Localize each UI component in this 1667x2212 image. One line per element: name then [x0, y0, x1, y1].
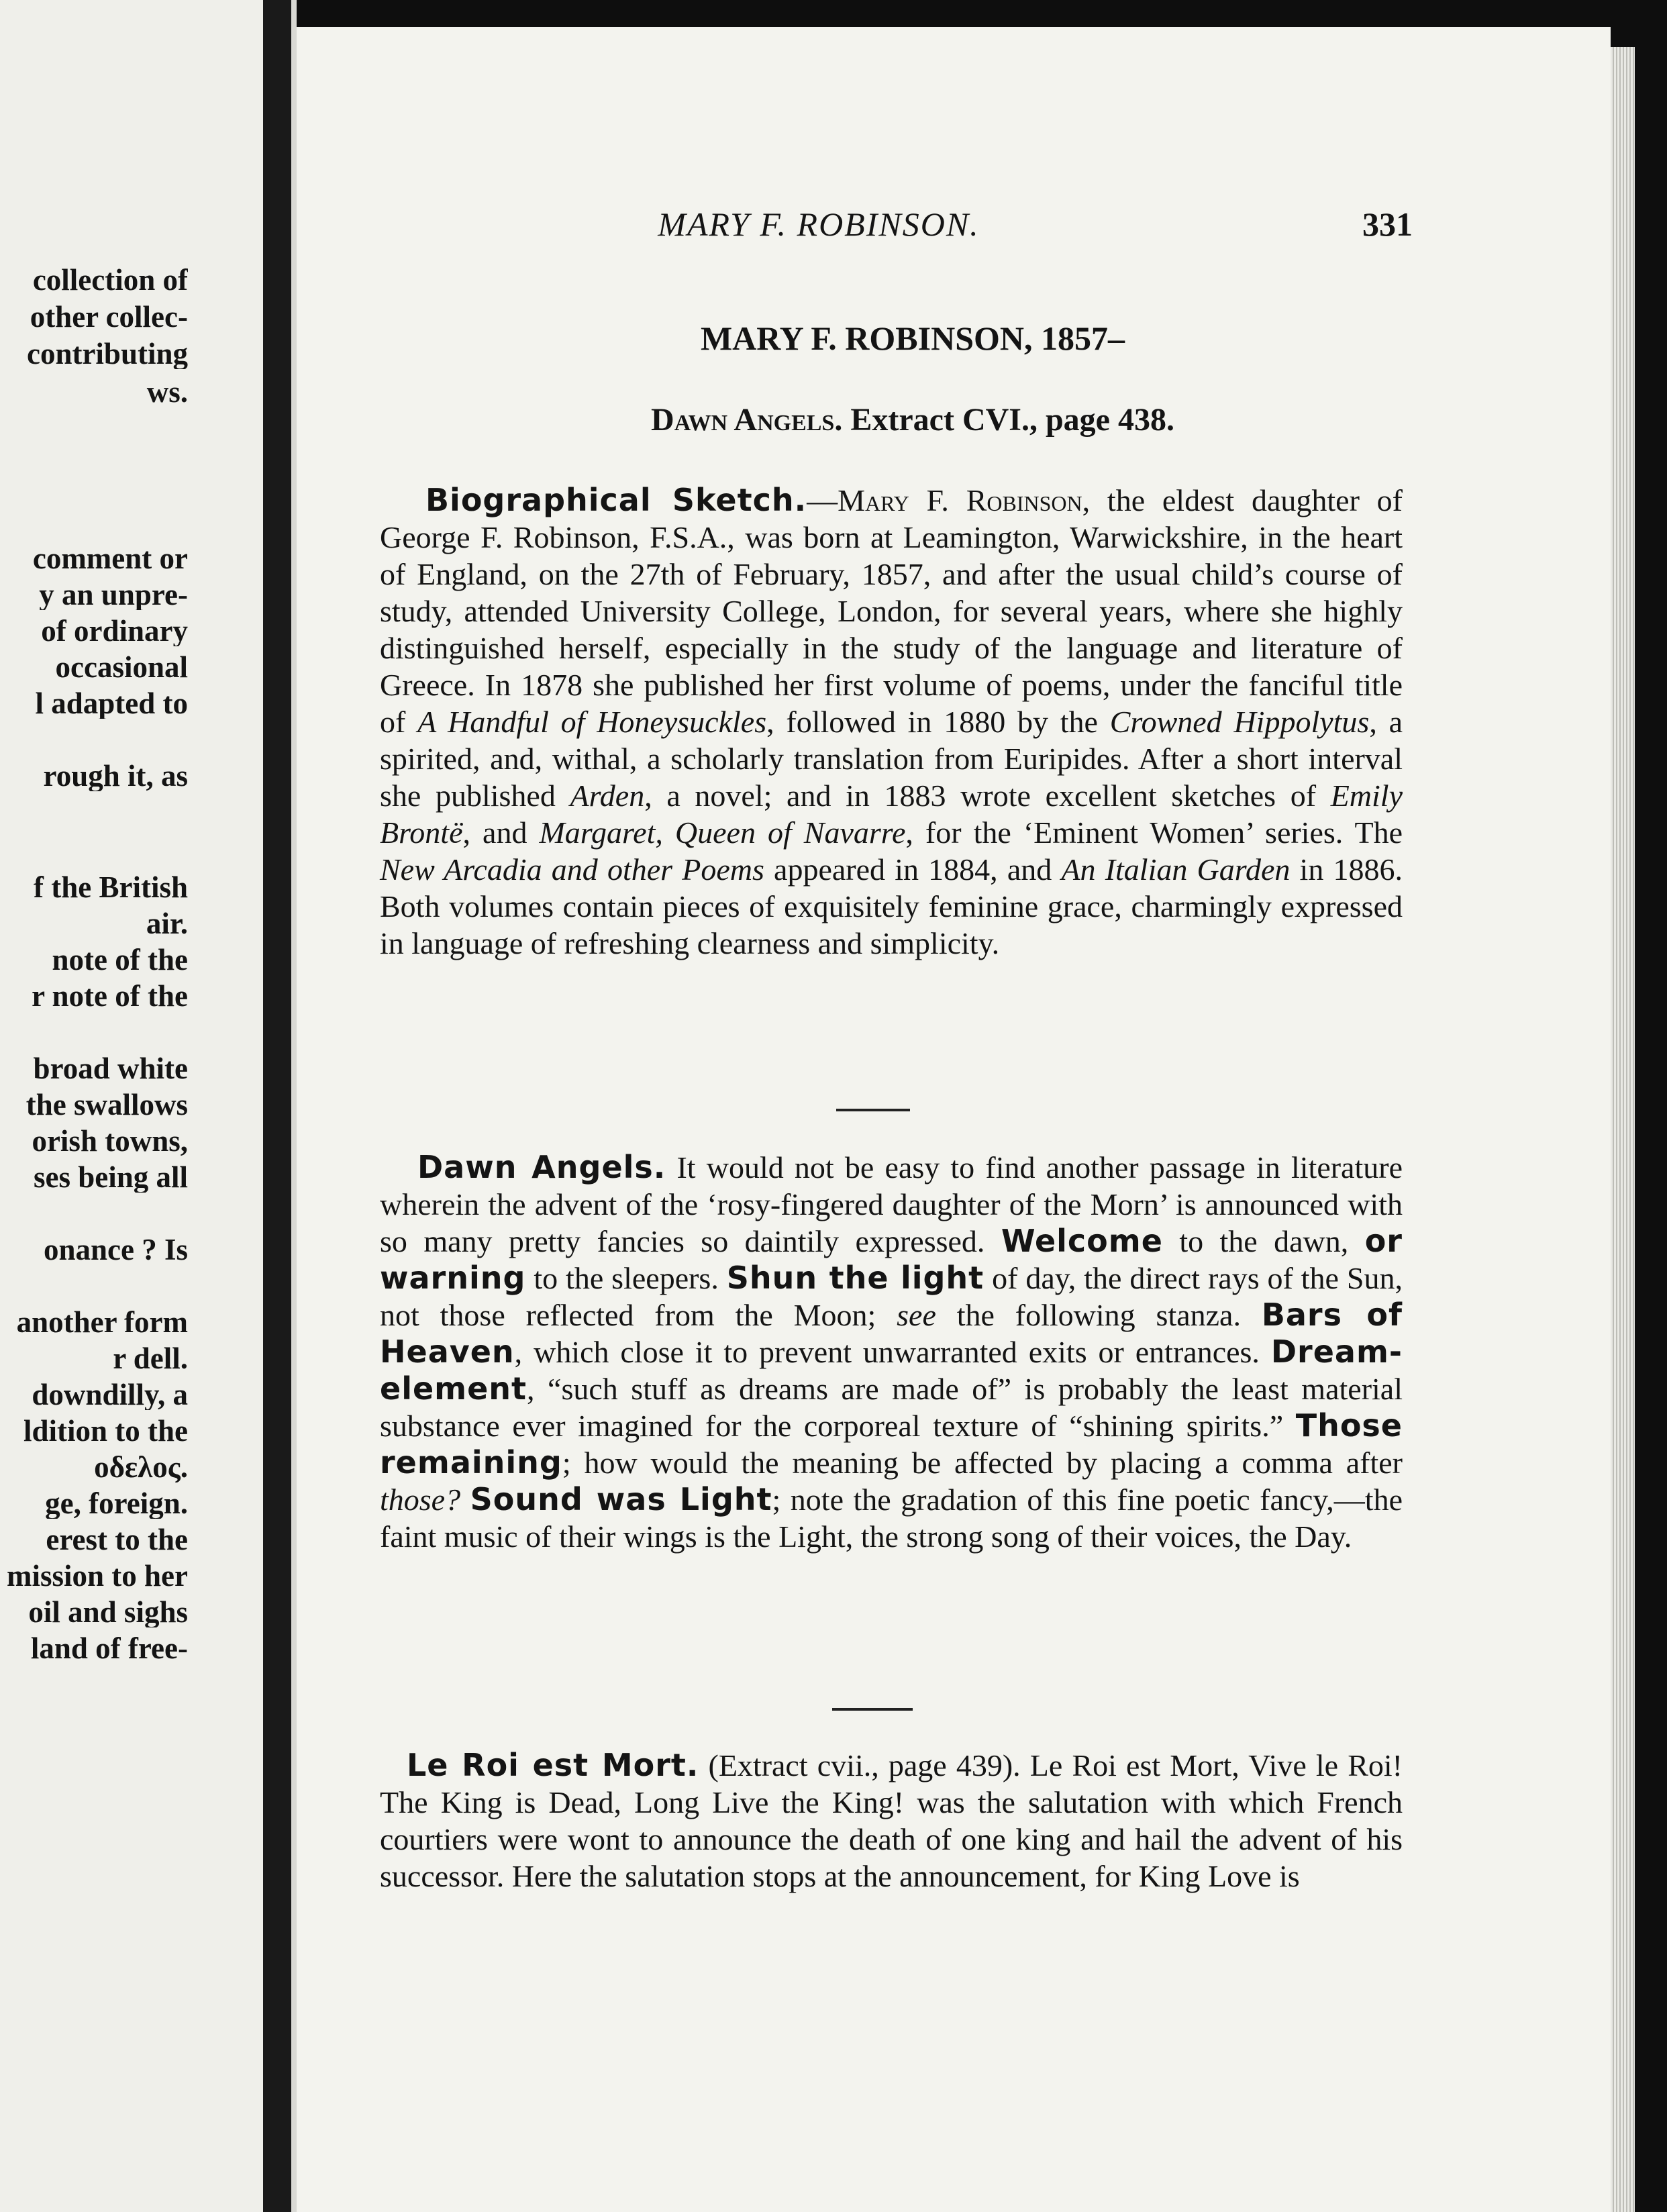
previous-page-line: y an unpre- — [39, 580, 188, 610]
dawn-term-sound: Sound was Light — [470, 1481, 772, 1517]
section-title: MARY F. ROBINSON, 1857– — [700, 319, 1125, 357]
bio-text-1: , the eldest daughter of George F. Robinson, F.S.A., was born at Leamington, Warwickshire, in the heart of England, on the 27th of February, 1857, and after the usual child’s course of study, attended University College, London, for several years, where she highly distinguished herself, especially in the study of the language and literature of Greece. In 1878 she published her first volume of poems, under the fanciful title of — [380, 483, 1403, 739]
previous-page-line: ses being all — [33, 1162, 188, 1193]
previous-page-line: downdilly, a — [32, 1380, 188, 1410]
dawn-heading: Dawn Angels. — [417, 1149, 666, 1185]
previous-page-line: ge, foreign. — [45, 1489, 188, 1519]
previous-page-line: the swallows — [26, 1090, 188, 1120]
previous-page-line: note of the — [52, 945, 188, 975]
dawn-term-welcome: Welcome — [1001, 1223, 1163, 1259]
bio-title-hippolytus: Crowned Hippolytus — [1109, 705, 1370, 739]
previous-page-line: ldition to the — [23, 1416, 188, 1446]
dawn-text-1: It would not be easy to find another passage in literature wherein the advent of the ‘rosy-fingered daughter of the Morn’ is announced with so many pretty fancies so daintily expressed. — [380, 1150, 1403, 1258]
previous-page-line: f the British — [34, 872, 188, 903]
previous-page-line: occasional — [55, 652, 188, 683]
dawn-text-3: to the sleepers. — [525, 1261, 727, 1295]
book-gutter — [263, 0, 291, 2212]
page-number: 331 — [1362, 205, 1413, 243]
previous-page-line: another form — [16, 1307, 188, 1338]
bio-text-8: in 1886. Both volumes contain pieces of exquisitely feminine grace, charmingly expressed in language of refreshing clearness and simplicity. — [380, 852, 1403, 960]
le-roi-paragraph — [380, 1747, 1403, 1895]
dawn-angels-paragraph — [380, 1149, 1403, 1555]
previous-page-line: r note of the — [32, 981, 188, 1011]
previous-page-line: contributing — [26, 339, 188, 369]
dawn-term-shun: Shun the light — [726, 1260, 984, 1296]
previous-page-line: ws. — [146, 377, 188, 407]
roi-heading: Le Roi est Mort. — [407, 1747, 699, 1783]
bio-text-5: , and — [462, 815, 540, 850]
dawn-term-bars: Bars of Heaven — [380, 1297, 1403, 1370]
bio-title-margaret: Margaret, Queen of Navarre — [539, 815, 906, 850]
dawn-text-8: ; how would the meaning be affected by placing a comma after — [562, 1446, 1403, 1480]
bio-heading: Biographical Sketch. — [425, 482, 807, 518]
bio-title-garden: An Italian Garden — [1061, 852, 1291, 887]
previous-page-line: r dell. — [113, 1344, 188, 1374]
dawn-text-9 — [460, 1482, 470, 1517]
previous-page-line: l adapted to — [35, 689, 188, 719]
previous-page-line: rough it, as — [43, 761, 188, 791]
bio-text-7: appeared in 1884, and — [764, 852, 1062, 887]
biographical-sketch-paragraph — [380, 482, 1403, 962]
dawn-text-7: , “such stuff as dreams are made of” is probably the least material substance ever imagined for the corporeal texture of “shining spirits.” — [380, 1372, 1403, 1443]
previous-page-line: comment or — [32, 544, 188, 574]
dawn-text-6: , which close it to prevent unwarranted exits or entrances. — [514, 1335, 1271, 1369]
previous-page-line: broad white — [33, 1054, 188, 1084]
section-divider — [836, 1109, 910, 1111]
bio-text-2: , followed in 1880 by the — [766, 705, 1110, 739]
previous-page-line: οδελος. — [94, 1452, 188, 1482]
dawn-text-10: ; note the gradation of this fine poetic fancy,—the faint music of their wings is the Light, the strong song of their voices, the Day. — [380, 1482, 1403, 1554]
section-subtitle — [376, 401, 1450, 438]
dawn-term-dream: Dream-element — [380, 1334, 1403, 1407]
running-head: MARY F. ROBINSON. — [658, 205, 980, 243]
previous-page-line: onance ? Is — [43, 1235, 188, 1265]
bio-title-handful: A Handful of Honeysuckles — [417, 705, 767, 739]
previous-page-line: of ordinary — [41, 616, 188, 646]
bio-name: Mary F. Robinson — [838, 483, 1082, 517]
bio-dash: — — [807, 483, 838, 517]
bio-title-arcadia: New Arcadia and other Poems — [380, 852, 764, 887]
section-divider-2 — [832, 1708, 913, 1711]
previous-page-line: air. — [146, 909, 188, 939]
previous-page-line: other collec- — [30, 302, 188, 332]
bio-text-4: , a novel; and in 1883 wrote excellent sketches of — [644, 778, 1331, 813]
dawn-term-warning: or warning — [380, 1223, 1403, 1296]
gutter-edge — [291, 0, 297, 2212]
dawn-text-2: to the dawn, — [1162, 1224, 1365, 1258]
dawn-italic-those: those? — [380, 1482, 461, 1517]
previous-page-line: land of free- — [30, 1633, 188, 1664]
previous-page — [0, 0, 263, 2212]
previous-page-line: erest to the — [46, 1525, 188, 1555]
previous-page-line: oil and sighs — [28, 1597, 188, 1627]
previous-page-line: collection of — [32, 265, 188, 295]
bio-text-3: , a spirited, and, withal, a scholarly translation from Euripides. After a short interval she published — [380, 705, 1403, 813]
roi-text: (Extract cvii., page 439). Le Roi est Mort, Vive le Roi! The King is Dead, Long Live the King! was the salutation with which French courtiers were wont to announce the death of one king and hail the advent of his successor. Here the salutation stops at the announcement, for King Love is — [380, 1748, 1403, 1893]
dawn-text-4: of day, the direct rays of the Sun, not those reflected from the Moon; — [380, 1261, 1403, 1332]
subtitle-text: Extract CVI., page 438. — [842, 402, 1174, 438]
bio-text-6: , for the ‘Eminent Women’ series. The — [905, 815, 1403, 850]
bio-title-arden: Arden — [570, 778, 645, 813]
dawn-text-5: the following stanza. — [936, 1298, 1262, 1332]
previous-page-line: mission to her — [7, 1561, 188, 1591]
page-edges — [1611, 47, 1635, 2212]
bio-title-bronte: Emily Brontë — [380, 778, 1403, 850]
dawn-italic-see: see — [897, 1298, 936, 1332]
dawn-term-remaining: Those remaining — [380, 1407, 1403, 1480]
previous-page-line: orish towns, — [32, 1126, 188, 1156]
subtitle-smallcaps: Dawn Angels. — [651, 402, 843, 438]
